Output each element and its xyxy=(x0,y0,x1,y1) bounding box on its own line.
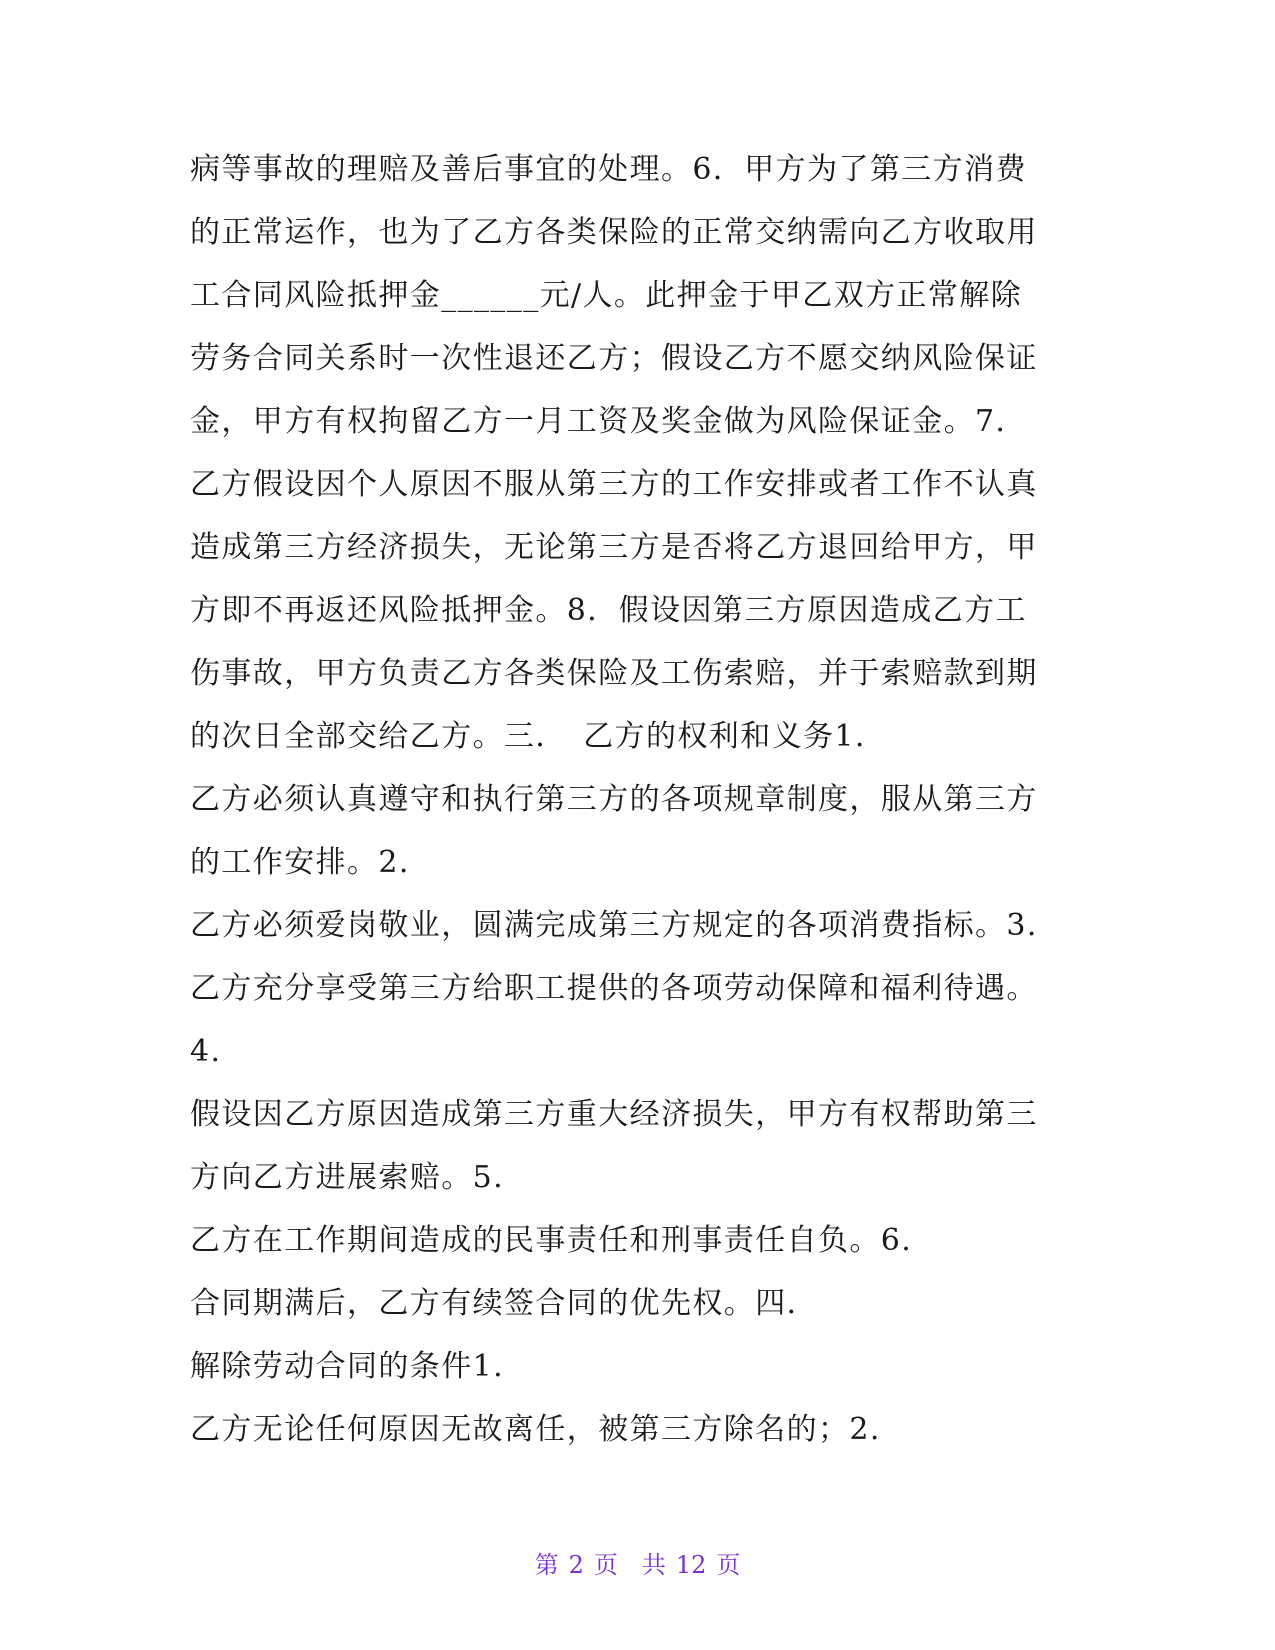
text-line: 合同期满后，乙方有续签合同的优先权。四． xyxy=(190,1286,818,1321)
text-line: 劳务合同关系时一次性退还乙方；假设乙方不愿交纳风险保证 xyxy=(190,341,1038,376)
text-line: 方向乙方进展索赔。5. xyxy=(190,1160,505,1195)
text-line: 伤事故，甲方负责乙方各类保险及工伤索赔，并于索赔款到期 xyxy=(190,656,1038,691)
text-line: 乙方必须认真遵守和执行第三方的各项规章制度，服从第三方 xyxy=(190,782,1038,817)
text-line: 乙方无论任何原因无故离任，被第三方除名的；2. xyxy=(190,1412,881,1447)
text-line: 4. xyxy=(190,1034,222,1069)
text-line: 假设因乙方原因造成第三方重大经济损失，甲方有权帮助第三 xyxy=(190,1097,1038,1132)
text-line: 造成第三方经济损失，无论第三方是否将乙方退回给甲方，甲 xyxy=(190,530,1038,565)
page-suffix: 页 xyxy=(716,1551,741,1579)
page-prefix: 第 xyxy=(534,1551,559,1579)
text-line: 的次日全部交给乙方。三． 乙方的权利和义务1. xyxy=(190,719,866,754)
text-line: 解除劳动合同的条件1. xyxy=(190,1349,505,1384)
page-middle: 页 共 xyxy=(593,1551,666,1579)
text-line: 乙方充分享受第三方给职工提供的各项劳动保障和福利待遇。 xyxy=(190,971,1038,1006)
text-line: 的工作安排。2. xyxy=(190,845,410,880)
text-line: 乙方必须爱岗敬业，圆满完成第三方规定的各项消费指标。3. xyxy=(190,908,1038,943)
text-line: 乙方假设因个人原因不服从第三方的工作安排或者工作不认真 xyxy=(190,467,1038,502)
text-line: 金，甲方有权拘留乙方一月工资及奖金做为风险保证金。7． xyxy=(190,404,1027,439)
text-line: 工合同风险抵押金______元/人。此押金于甲乙双方正常解除 xyxy=(190,278,1023,313)
page-total: 12 xyxy=(675,1551,707,1579)
text-line: 病等事故的理赔及善后事宜的处理。6．甲方为了第三方消费 xyxy=(190,152,1027,187)
text-line: 方即不再返还风险抵押金。8．假设因第三方原因造成乙方工 xyxy=(190,593,1027,628)
document-body xyxy=(190,138,1090,1461)
page-current: 2 xyxy=(568,1551,584,1579)
page-number-footer xyxy=(0,1545,1275,1580)
text-line: 的正常运作，也为了乙方各类保险的正常交纳需向乙方收取用 xyxy=(190,215,1038,250)
text-line: 乙方在工作期间造成的民事责任和刑事责任自负。6. xyxy=(190,1223,913,1258)
